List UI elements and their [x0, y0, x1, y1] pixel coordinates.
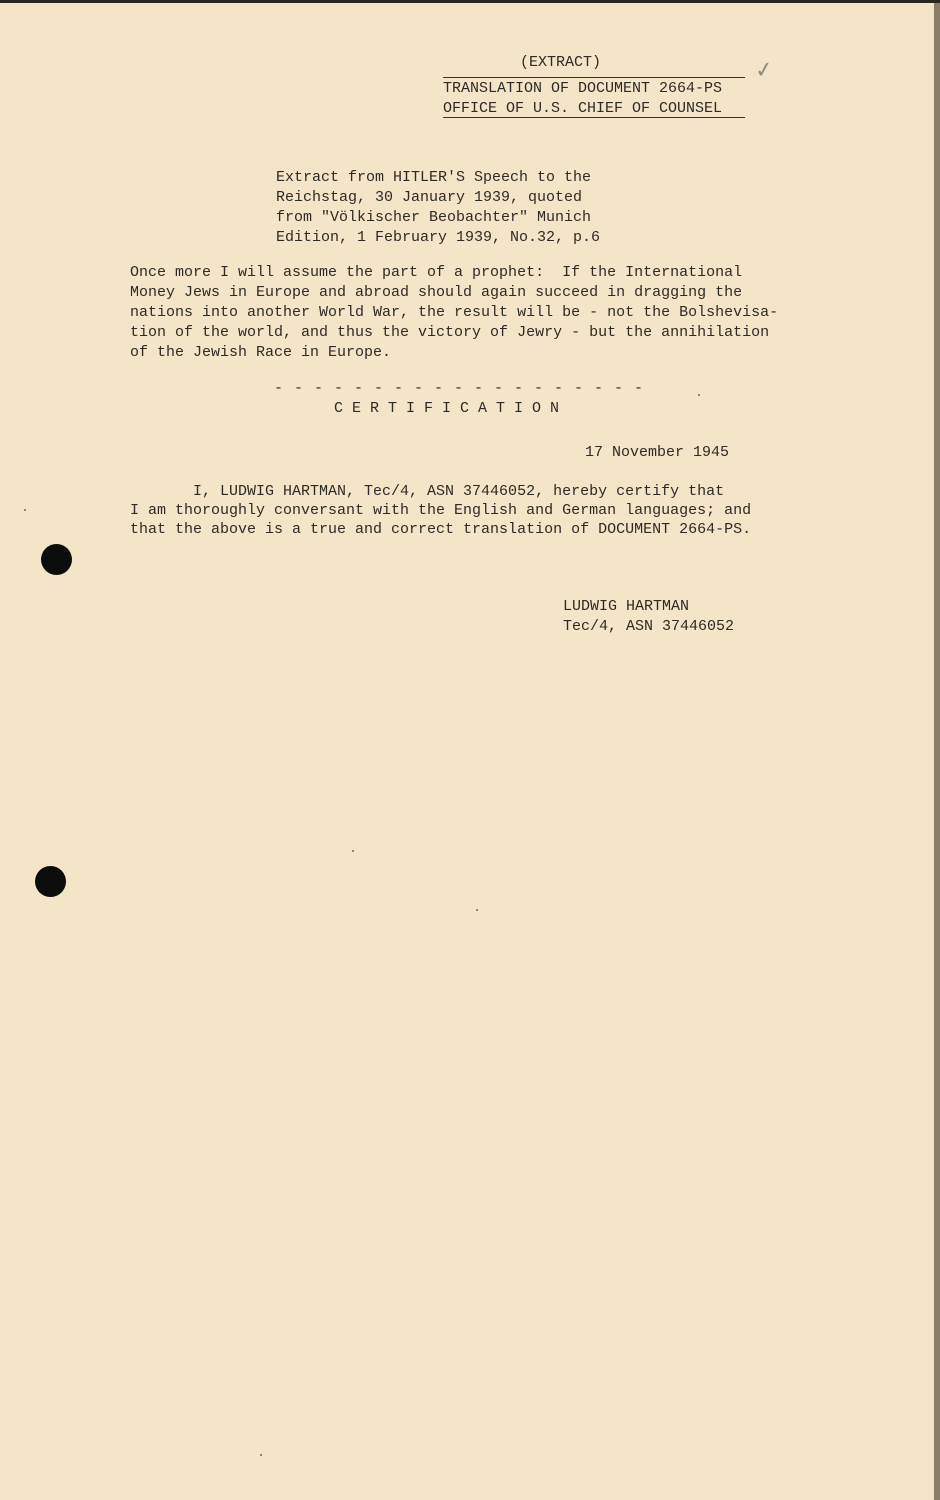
paper-speck	[698, 394, 700, 396]
certification-line: that the above is a true and correct translation of DOCUMENT 2664-PS.	[130, 521, 752, 538]
office-title: OFFICE OF U.S. CHIEF OF COUNSEL	[443, 100, 723, 117]
header-rule	[443, 77, 745, 78]
quote-line: Money Jews in Europe and abroad should again succeed in dragging the	[130, 284, 743, 301]
source-note-line: Reichstag, 30 January 1939, quoted	[276, 189, 583, 206]
translation-title: TRANSLATION OF DOCUMENT 2664-PS	[443, 80, 723, 97]
check-mark-icon: ✓	[753, 56, 776, 85]
paper-speck	[476, 909, 478, 911]
signature-name: LUDWIG HARTMAN	[563, 598, 690, 615]
quote-line: Once more I will assume the part of a prophet: If the International	[130, 264, 743, 281]
source-note-line: Edition, 1 February 1939, No.32, p.6	[276, 229, 601, 246]
quote-line: tion of the world, and thus the victory of Jewry - but the annihilation	[130, 324, 770, 341]
paper-speck	[352, 850, 354, 852]
punch-hole	[35, 866, 66, 897]
certification-heading: C E R T I F I C A T I O N	[334, 400, 560, 417]
extract-label: (EXTRACT)	[520, 54, 602, 71]
document-page	[0, 3, 940, 1500]
certification-line: I, LUDWIG HARTMAN, Tec/4, ASN 37446052, hereby certify that	[130, 483, 725, 500]
certification-date: 17 November 1945	[585, 444, 730, 461]
certification-line: I am thoroughly conversant with the English and German languages; and	[130, 502, 752, 519]
paper-speck	[260, 1454, 262, 1456]
quote-line: nations into another World War, the result will be - not the Bolshevisa-	[130, 304, 779, 321]
office-underline	[443, 117, 745, 118]
signature-rank: Tec/4, ASN 37446052	[563, 618, 735, 635]
source-note-line: Extract from HITLER'S Speech to the	[276, 169, 592, 186]
punch-hole	[41, 544, 72, 575]
separator-line: - - - - - - - - - - - - - - - - - - -	[274, 380, 645, 397]
source-note-line: from "Völkischer Beobachter" Munich	[276, 209, 592, 226]
paper-speck	[24, 509, 26, 511]
quote-line: of the Jewish Race in Europe.	[130, 344, 392, 361]
